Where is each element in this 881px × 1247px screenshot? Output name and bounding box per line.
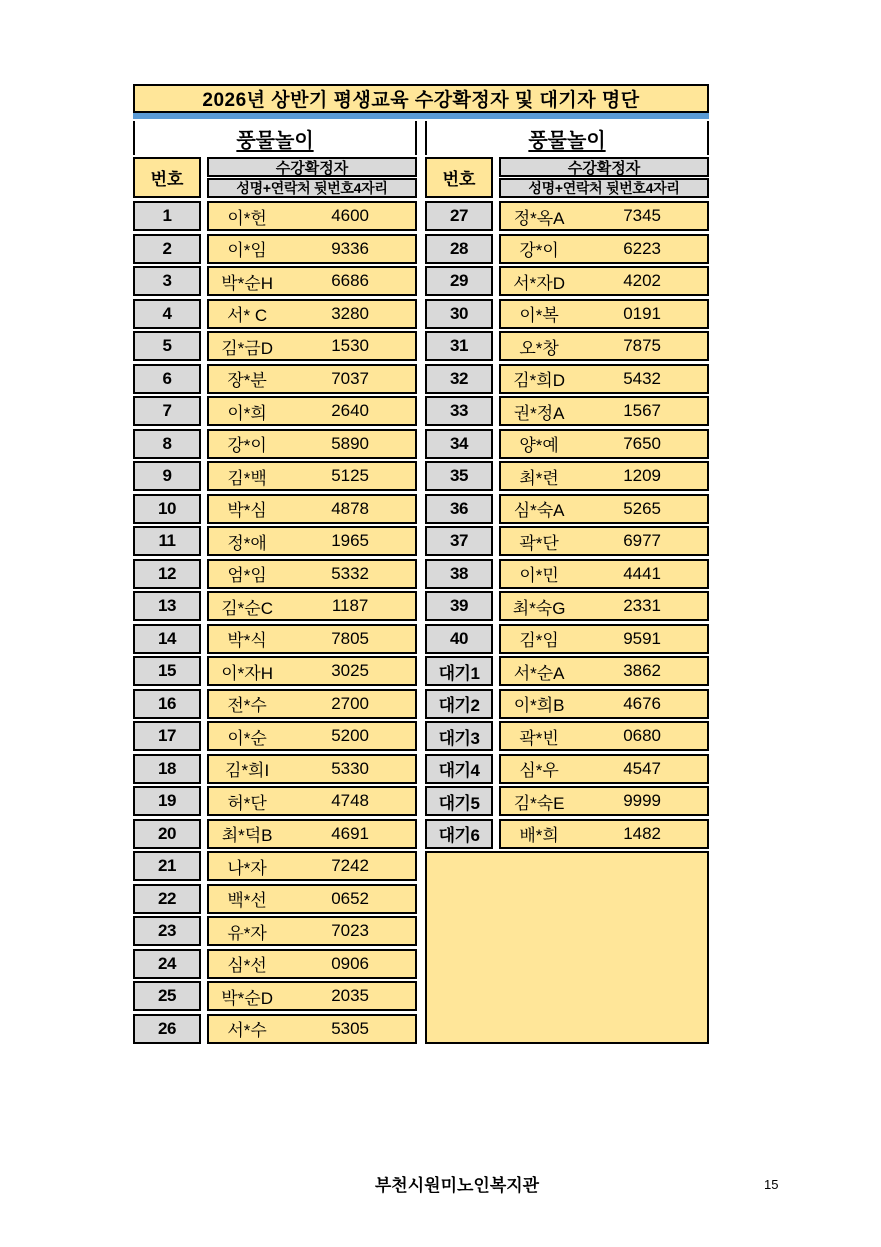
row-number-cell: 16 xyxy=(133,689,201,719)
phone-last4: 1530 xyxy=(331,336,370,355)
row-number-cell: 2 xyxy=(133,234,201,264)
phone-last4: 5432 xyxy=(623,368,662,388)
phone-last4: 2700 xyxy=(331,693,370,713)
phone-last4: 4202 xyxy=(623,271,662,290)
row-value-cell xyxy=(207,299,417,329)
row-number-cell: 27 xyxy=(425,201,493,231)
student-name: 정*옥A xyxy=(513,208,565,228)
row-value-cell xyxy=(207,526,417,556)
student-name: 서*자D xyxy=(513,273,565,293)
row-number-cell: 39 xyxy=(425,591,493,621)
phone-last4: 0906 xyxy=(331,953,370,973)
row-value-cell xyxy=(499,266,709,296)
row-number-cell: 8 xyxy=(133,429,201,459)
row-value-cell xyxy=(207,429,417,459)
row-number-cell: 대기3 xyxy=(425,721,493,751)
course-title: 풍물놀이 xyxy=(133,121,417,155)
row-value-cell xyxy=(207,624,417,654)
phone-last4: 1209 xyxy=(623,466,662,485)
document-title: 2026년 상반기 평생교육 수강확정자 및 대기자 명단 xyxy=(133,84,709,113)
row-number-cell: 10 xyxy=(133,494,201,524)
student-name: 이*임 xyxy=(227,241,267,260)
row-number-cell: 40 xyxy=(425,624,493,654)
phone-last4: 7650 xyxy=(623,433,662,453)
student-name: 최*덕B xyxy=(221,826,273,845)
phone-last4: 4441 xyxy=(623,563,662,583)
tables-container xyxy=(133,121,709,1044)
rows-grid-left xyxy=(133,201,417,1044)
phone-last4: 4600 xyxy=(331,206,370,225)
row-number-cell: 38 xyxy=(425,559,493,589)
student-name: 박*순H xyxy=(221,273,273,293)
row-number-cell: 5 xyxy=(133,331,201,361)
student-name: 최*련 xyxy=(519,468,559,488)
row-value-cell xyxy=(499,234,709,264)
phone-last4: 1567 xyxy=(623,401,662,420)
phone-last4: 3025 xyxy=(331,661,370,680)
student-name: 김*희D xyxy=(513,371,565,390)
row-number-cell: 36 xyxy=(425,494,493,524)
phone-last4: 4691 xyxy=(331,823,370,843)
student-name: 김*금D xyxy=(221,338,273,358)
phone-last4: 5890 xyxy=(331,433,370,453)
row-number-cell: 7 xyxy=(133,396,201,426)
title-divider xyxy=(133,113,709,119)
row-value-cell xyxy=(499,429,709,459)
row-number-cell: 6 xyxy=(133,364,201,394)
row-value-cell xyxy=(499,331,709,361)
student-name: 엄*임 xyxy=(227,566,267,585)
header-no: 번호 xyxy=(425,157,493,198)
phone-last4: 1187 xyxy=(331,596,369,615)
phone-last4: 7875 xyxy=(623,336,662,355)
student-name: 이*희 xyxy=(227,403,267,423)
row-value-cell xyxy=(207,754,417,784)
row-value-cell xyxy=(499,689,709,719)
phone-last4: 6686 xyxy=(331,271,370,290)
phone-last4: 7345 xyxy=(623,206,662,225)
phone-last4: 7037 xyxy=(331,368,370,388)
row-number-cell: 11 xyxy=(133,526,201,556)
row-number-cell: 32 xyxy=(425,364,493,394)
row-number-cell: 1 xyxy=(133,201,201,231)
student-name: 전*수 xyxy=(227,696,267,715)
phone-last4: 4878 xyxy=(331,498,370,518)
row-value-cell xyxy=(207,364,417,394)
row-value-cell xyxy=(499,721,709,751)
student-name: 이*민 xyxy=(519,566,559,585)
row-value-cell xyxy=(499,754,709,784)
student-name: 서*순A xyxy=(513,663,565,683)
row-number-cell: 37 xyxy=(425,526,493,556)
row-value-cell xyxy=(499,299,709,329)
row-value-cell xyxy=(207,656,417,686)
student-name: 정*애 xyxy=(227,533,267,553)
phone-last4: 1965 xyxy=(331,531,370,550)
table-header-left xyxy=(133,157,417,198)
row-number-cell: 20 xyxy=(133,819,201,849)
row-value-cell xyxy=(499,624,709,654)
row-value-cell xyxy=(207,234,417,264)
phone-last4: 5330 xyxy=(331,758,370,778)
student-name: 배*희 xyxy=(519,826,559,845)
row-number-cell: 17 xyxy=(133,721,201,751)
phone-last4: 4748 xyxy=(331,791,370,810)
row-value-cell xyxy=(499,656,709,686)
student-name: 서*수 xyxy=(227,1021,267,1040)
phone-last4: 5332 xyxy=(331,563,370,583)
row-value-cell xyxy=(499,819,709,849)
row-number-cell: 대기5 xyxy=(425,786,493,816)
footer-organization: 부천시원미노인복지관 xyxy=(374,1176,540,1195)
student-name: 이*복 xyxy=(519,306,559,325)
row-number-cell: 24 xyxy=(133,949,201,979)
student-name: 김*숙E xyxy=(513,793,565,813)
row-value-cell xyxy=(499,526,709,556)
phone-last4: 4676 xyxy=(623,693,662,713)
row-number-cell: 35 xyxy=(425,461,493,491)
row-number-cell: 25 xyxy=(133,981,201,1011)
row-value-cell xyxy=(207,1014,417,1044)
row-value-cell xyxy=(207,884,417,914)
header-no: 번호 xyxy=(133,157,201,198)
phone-last4: 5200 xyxy=(331,726,370,745)
row-number-cell: 33 xyxy=(425,396,493,426)
header-confirmed: 수강확정자 xyxy=(207,157,417,177)
phone-last4: 5265 xyxy=(623,498,662,518)
phone-last4: 2331 xyxy=(623,596,662,615)
empty-filler-cell xyxy=(425,851,709,1044)
row-number-cell: 34 xyxy=(425,429,493,459)
row-number-cell: 23 xyxy=(133,916,201,946)
student-name: 곽*단 xyxy=(519,533,559,553)
phone-last4: 9591 xyxy=(623,628,662,648)
student-name: 김*임 xyxy=(519,631,559,650)
row-value-cell xyxy=(207,396,417,426)
phone-last4: 1482 xyxy=(623,823,662,843)
row-value-cell xyxy=(207,689,417,719)
student-name: 백*선 xyxy=(227,891,267,910)
header-confirmed: 수강확정자 xyxy=(499,157,709,177)
row-value-cell xyxy=(499,559,709,589)
row-number-cell: 30 xyxy=(425,299,493,329)
student-name: 최*숙G xyxy=(512,598,566,618)
phone-last4: 7805 xyxy=(331,628,370,648)
phone-last4: 9999 xyxy=(623,791,662,810)
row-value-cell xyxy=(499,396,709,426)
row-value-cell xyxy=(207,266,417,296)
row-number-cell: 19 xyxy=(133,786,201,816)
phone-last4: 3280 xyxy=(331,303,370,323)
student-name: 이*순 xyxy=(227,728,267,748)
student-name: 김*희I xyxy=(225,761,270,780)
student-name: 나*자 xyxy=(227,858,267,878)
phone-last4: 4547 xyxy=(623,758,662,778)
row-number-cell: 대기1 xyxy=(425,656,493,686)
row-value-cell xyxy=(207,786,417,816)
phone-last4: 7023 xyxy=(331,921,370,940)
phone-last4: 6223 xyxy=(623,238,662,258)
row-value-cell xyxy=(499,494,709,524)
row-value-cell xyxy=(207,949,417,979)
student-name: 이*자H xyxy=(221,663,273,683)
student-name: 강*이 xyxy=(519,241,559,260)
row-number-cell: 26 xyxy=(133,1014,201,1044)
table-header-right xyxy=(425,157,709,198)
phone-last4: 0191 xyxy=(623,303,662,323)
row-number-cell: 22 xyxy=(133,884,201,914)
row-value-cell xyxy=(207,851,417,881)
student-name: 김*백 xyxy=(227,468,267,488)
row-number-cell: 12 xyxy=(133,559,201,589)
row-value-cell xyxy=(207,819,417,849)
row-number-cell: 13 xyxy=(133,591,201,621)
row-value-cell xyxy=(207,331,417,361)
phone-last4: 5125 xyxy=(331,466,370,485)
row-number-cell: 15 xyxy=(133,656,201,686)
row-value-cell xyxy=(207,721,417,751)
row-number-cell: 대기2 xyxy=(425,689,493,719)
phone-last4: 5305 xyxy=(331,1018,370,1038)
row-value-cell xyxy=(207,559,417,589)
phone-last4: 6977 xyxy=(623,531,662,550)
student-name: 심*우 xyxy=(519,761,559,780)
row-value-cell xyxy=(207,201,417,231)
student-name: 박*순D xyxy=(221,988,273,1008)
phone-last4: 0680 xyxy=(623,726,662,745)
student-name: 서* C xyxy=(227,306,268,325)
phone-last4: 2640 xyxy=(331,401,370,420)
student-name: 장*분 xyxy=(227,371,267,390)
row-number-cell: 29 xyxy=(425,266,493,296)
student-name: 심*숙A xyxy=(513,501,565,520)
student-name: 박*식 xyxy=(227,631,267,650)
course-title: 풍물놀이 xyxy=(425,121,709,155)
phone-last4: 2035 xyxy=(331,986,370,1005)
row-value-cell xyxy=(499,364,709,394)
student-name: 이*희B xyxy=(513,696,565,715)
student-name: 박*심 xyxy=(227,501,267,520)
phone-last4: 0652 xyxy=(331,888,370,908)
row-value-cell xyxy=(207,591,417,621)
row-number-cell: 28 xyxy=(425,234,493,264)
confirmed-table-right xyxy=(425,121,709,1044)
row-number-cell: 3 xyxy=(133,266,201,296)
row-number-cell: 21 xyxy=(133,851,201,881)
page-number: 15 xyxy=(764,1177,779,1192)
student-name: 권*정A xyxy=(513,403,565,423)
row-value-cell xyxy=(499,591,709,621)
row-number-cell: 18 xyxy=(133,754,201,784)
row-value-cell xyxy=(207,916,417,946)
student-name: 김*순C xyxy=(221,598,273,618)
student-name: 이*헌 xyxy=(227,208,267,228)
student-name: 양*예 xyxy=(519,436,559,455)
phone-last4: 9336 xyxy=(331,238,370,258)
header-name-phone: 성명+연락처 뒷번호4자리 xyxy=(499,178,709,198)
row-number-cell: 대기4 xyxy=(425,754,493,784)
student-name: 심*선 xyxy=(227,956,267,975)
student-name: 곽*빈 xyxy=(519,728,559,748)
row-number-cell: 31 xyxy=(425,331,493,361)
row-number-cell: 4 xyxy=(133,299,201,329)
student-name: 강*이 xyxy=(227,436,267,455)
row-number-cell: 대기6 xyxy=(425,819,493,849)
phone-last4: 7242 xyxy=(331,856,370,875)
phone-last4: 3862 xyxy=(623,661,662,680)
row-value-cell xyxy=(499,461,709,491)
student-name: 허*단 xyxy=(227,793,267,813)
student-name: 오*창 xyxy=(519,338,559,358)
student-name: 유*자 xyxy=(227,923,267,943)
row-value-cell xyxy=(499,201,709,231)
row-value-cell xyxy=(207,461,417,491)
rows-grid-right xyxy=(425,201,709,1044)
row-value-cell xyxy=(207,494,417,524)
row-value-cell xyxy=(499,786,709,816)
roster-sheet xyxy=(133,84,709,1044)
row-number-cell: 14 xyxy=(133,624,201,654)
confirmed-table-left xyxy=(133,121,417,1044)
row-number-cell: 9 xyxy=(133,461,201,491)
header-name-phone: 성명+연락처 뒷번호4자리 xyxy=(207,178,417,198)
row-value-cell xyxy=(207,981,417,1011)
